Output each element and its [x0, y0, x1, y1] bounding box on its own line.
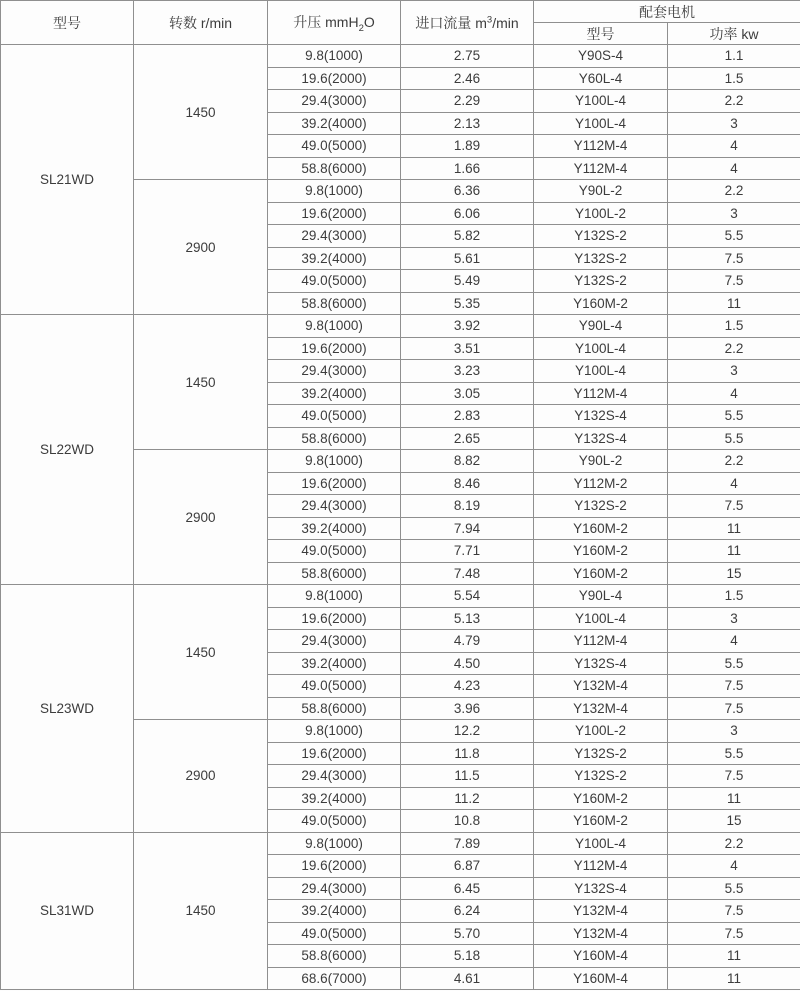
motor-power-cell: 11: [668, 787, 800, 810]
pressure-cell: 39.2(4000): [268, 247, 401, 270]
flow-cell: 11.2: [401, 787, 534, 810]
pressure-cell: 49.0(5000): [268, 922, 401, 945]
pressure-cell: 19.6(2000): [268, 607, 401, 630]
motor-model-cell: Y112M-4: [534, 135, 668, 158]
motor-power-cell: 1.5: [668, 585, 800, 608]
pressure-cell: 29.4(3000): [268, 877, 401, 900]
pressure-cell: 9.8(1000): [268, 180, 401, 203]
motor-model-cell: Y112M-2: [534, 472, 668, 495]
pressure-cell: 49.0(5000): [268, 810, 401, 833]
speed-cell: 1450: [134, 832, 268, 990]
speed-cell: 1450: [134, 315, 268, 450]
motor-model-cell: Y132S-2: [534, 225, 668, 248]
table-row: [1, 585, 800, 608]
motor-power-cell: 1.5: [668, 315, 800, 338]
motor-model-cell: Y132S-4: [534, 652, 668, 675]
motor-power-cell: 1.5: [668, 67, 800, 90]
motor-power-cell: 3: [668, 607, 800, 630]
flow-cell: 7.71: [401, 540, 534, 563]
flow-cell: 2.83: [401, 405, 534, 428]
motor-power-cell: 11: [668, 292, 800, 315]
header-row-1: [1, 1, 800, 23]
pressure-cell: 39.2(4000): [268, 787, 401, 810]
flow-cell: 7.48: [401, 562, 534, 585]
motor-power-cell: 7.5: [668, 765, 800, 788]
flow-cell: 8.19: [401, 495, 534, 518]
motor-power-cell: 2.2: [668, 337, 800, 360]
pressure-cell: 19.6(2000): [268, 202, 401, 225]
motor-power-cell: 11: [668, 517, 800, 540]
motor-power-cell: 15: [668, 810, 800, 833]
header-pressure-subscript: 2: [358, 22, 364, 34]
motor-model-cell: Y132M-4: [534, 697, 668, 720]
flow-cell: 2.46: [401, 67, 534, 90]
speed-cell: 2900: [134, 450, 268, 585]
motor-model-cell: Y160M-2: [534, 517, 668, 540]
flow-cell: 8.82: [401, 450, 534, 473]
flow-cell: 3.51: [401, 337, 534, 360]
motor-power-cell: 4: [668, 382, 800, 405]
pressure-cell: 29.4(3000): [268, 765, 401, 788]
header-pressure-unit-end: O: [363, 13, 375, 30]
flow-cell: 4.79: [401, 630, 534, 653]
motor-model-cell: Y132M-4: [534, 900, 668, 923]
motor-model-cell: Y112M-4: [534, 382, 668, 405]
flow-cell: 4.61: [401, 967, 534, 990]
motor-power-cell: 15: [668, 562, 800, 585]
pressure-cell: 19.6(2000): [268, 67, 401, 90]
table-row: [1, 315, 800, 338]
motor-power-cell: 2.2: [668, 832, 800, 855]
pressure-cell: 39.2(4000): [268, 517, 401, 540]
motor-model-cell: Y132S-2: [534, 495, 668, 518]
motor-power-cell: 5.5: [668, 652, 800, 675]
flow-cell: 6.45: [401, 877, 534, 900]
table-row: [1, 45, 800, 68]
motor-model-cell: Y112M-4: [534, 855, 668, 878]
pressure-cell: 9.8(1000): [268, 450, 401, 473]
flow-cell: 5.13: [401, 607, 534, 630]
header-motor-model: 型号: [534, 23, 668, 45]
motor-model-cell: Y112M-4: [534, 630, 668, 653]
motor-power-cell: 11: [668, 540, 800, 563]
motor-model-cell: Y60L-4: [534, 67, 668, 90]
pressure-cell: 29.4(3000): [268, 360, 401, 383]
flow-cell: 2.29: [401, 90, 534, 113]
model-cell: SL31WD: [1, 832, 134, 990]
pressure-cell: 58.8(6000): [268, 562, 401, 585]
motor-power-cell: 2.2: [668, 90, 800, 113]
flow-cell: 6.36: [401, 180, 534, 203]
header-flow-text: 进口流量 m: [415, 14, 487, 31]
motor-power-cell: 4: [668, 472, 800, 495]
motor-power-cell: 5.5: [668, 427, 800, 450]
header-pressure-text: 升压 mmH: [293, 13, 359, 30]
motor-power-cell: 4: [668, 855, 800, 878]
header-speed: 转数 r/min: [134, 1, 268, 45]
motor-power-cell: 3: [668, 360, 800, 383]
motor-model-cell: Y160M-2: [534, 810, 668, 833]
motor-model-cell: Y100L-4: [534, 90, 668, 113]
motor-model-cell: Y100L-4: [534, 832, 668, 855]
flow-cell: 3.96: [401, 697, 534, 720]
pressure-cell: 19.6(2000): [268, 337, 401, 360]
flow-cell: 5.61: [401, 247, 534, 270]
speed-cell: 2900: [134, 180, 268, 315]
motor-power-cell: 7.5: [668, 270, 800, 293]
header-pressure: [268, 1, 401, 45]
pressure-cell: 58.8(6000): [268, 427, 401, 450]
motor-model-cell: Y132S-4: [534, 427, 668, 450]
motor-model-cell: Y90L-2: [534, 180, 668, 203]
header-flow-unit-end: /min: [492, 14, 519, 31]
motor-power-cell: 7.5: [668, 900, 800, 923]
flow-cell: 11.5: [401, 765, 534, 788]
pressure-cell: 19.6(2000): [268, 742, 401, 765]
motor-model-cell: Y100L-4: [534, 112, 668, 135]
flow-cell: 3.05: [401, 382, 534, 405]
flow-cell: 8.46: [401, 472, 534, 495]
pressure-cell: 49.0(5000): [268, 135, 401, 158]
motor-model-cell: Y132M-4: [534, 675, 668, 698]
motor-power-cell: 4: [668, 157, 800, 180]
motor-model-cell: Y90L-4: [534, 585, 668, 608]
table-header: [1, 1, 800, 45]
motor-model-cell: Y132S-2: [534, 270, 668, 293]
flow-cell: 2.65: [401, 427, 534, 450]
pressure-cell: 58.8(6000): [268, 697, 401, 720]
motor-model-cell: Y90L-2: [534, 450, 668, 473]
header-motor-group: 配套电机: [534, 1, 800, 23]
flow-cell: 6.06: [401, 202, 534, 225]
pressure-cell: 19.6(2000): [268, 472, 401, 495]
motor-model-cell: Y132S-4: [534, 405, 668, 428]
pressure-cell: 9.8(1000): [268, 585, 401, 608]
flow-cell: 5.49: [401, 270, 534, 293]
motor-power-cell: 2.2: [668, 180, 800, 203]
pressure-cell: 19.6(2000): [268, 855, 401, 878]
motor-model-cell: Y132S-4: [534, 877, 668, 900]
pressure-cell: 29.4(3000): [268, 225, 401, 248]
pressure-cell: 68.6(7000): [268, 967, 401, 990]
motor-power-cell: 11: [668, 967, 800, 990]
motor-power-cell: 5.5: [668, 405, 800, 428]
speed-cell: 1450: [134, 585, 268, 720]
pressure-cell: 29.4(3000): [268, 90, 401, 113]
table-body: [1, 45, 800, 990]
flow-cell: 7.89: [401, 832, 534, 855]
flow-cell: 10.8: [401, 810, 534, 833]
motor-model-cell: Y112M-4: [534, 157, 668, 180]
motor-model-cell: Y160M-2: [534, 292, 668, 315]
motor-model-cell: Y160M-2: [534, 562, 668, 585]
motor-model-cell: Y90L-4: [534, 315, 668, 338]
motor-power-cell: 5.5: [668, 742, 800, 765]
motor-power-cell: 5.5: [668, 225, 800, 248]
motor-power-cell: 7.5: [668, 697, 800, 720]
model-cell: SL22WD: [1, 315, 134, 585]
motor-model-cell: Y132S-2: [534, 742, 668, 765]
flow-cell: 3.92: [401, 315, 534, 338]
flow-cell: 5.70: [401, 922, 534, 945]
speed-cell: 2900: [134, 720, 268, 833]
motor-model-cell: Y132S-2: [534, 765, 668, 788]
pressure-cell: 39.2(4000): [268, 382, 401, 405]
pressure-cell: 49.0(5000): [268, 270, 401, 293]
model-cell: SL23WD: [1, 585, 134, 833]
motor-model-cell: Y160M-4: [534, 945, 668, 968]
flow-cell: 1.89: [401, 135, 534, 158]
motor-power-cell: 3: [668, 720, 800, 743]
pressure-cell: 58.8(6000): [268, 945, 401, 968]
pressure-cell: 49.0(5000): [268, 540, 401, 563]
flow-cell: 5.82: [401, 225, 534, 248]
flow-cell: 2.13: [401, 112, 534, 135]
motor-model-cell: Y160M-2: [534, 540, 668, 563]
flow-cell: 1.66: [401, 157, 534, 180]
motor-model-cell: Y100L-4: [534, 607, 668, 630]
pressure-cell: 9.8(1000): [268, 832, 401, 855]
motor-model-cell: Y100L-2: [534, 202, 668, 225]
flow-cell: 12.2: [401, 720, 534, 743]
pressure-cell: 29.4(3000): [268, 630, 401, 653]
pressure-cell: 9.8(1000): [268, 45, 401, 68]
motor-power-cell: 3: [668, 202, 800, 225]
motor-model-cell: Y100L-4: [534, 337, 668, 360]
header-model: 型号: [1, 1, 134, 45]
pressure-cell: 39.2(4000): [268, 900, 401, 923]
flow-cell: 5.35: [401, 292, 534, 315]
motor-power-cell: 4: [668, 630, 800, 653]
motor-model-cell: Y160M-2: [534, 787, 668, 810]
motor-model-cell: Y90S-4: [534, 45, 668, 68]
motor-power-cell: 5.5: [668, 877, 800, 900]
speed-cell: 1450: [134, 45, 268, 180]
pressure-cell: 29.4(3000): [268, 495, 401, 518]
header-flow: [401, 1, 534, 45]
pressure-cell: 58.8(6000): [268, 292, 401, 315]
model-cell: SL21WD: [1, 45, 134, 315]
motor-model-cell: Y100L-4: [534, 360, 668, 383]
pressure-cell: 9.8(1000): [268, 720, 401, 743]
motor-power-cell: 1.1: [668, 45, 800, 68]
flow-cell: 3.23: [401, 360, 534, 383]
pressure-cell: 39.2(4000): [268, 112, 401, 135]
flow-cell: 6.87: [401, 855, 534, 878]
flow-cell: 7.94: [401, 517, 534, 540]
pressure-cell: 9.8(1000): [268, 315, 401, 338]
flow-cell: 4.50: [401, 652, 534, 675]
flow-cell: 2.75: [401, 45, 534, 68]
pressure-cell: 49.0(5000): [268, 405, 401, 428]
motor-power-cell: 11: [668, 945, 800, 968]
motor-model-cell: Y132S-2: [534, 247, 668, 270]
header-motor-power: 功率 kw: [668, 23, 800, 45]
motor-power-cell: 4: [668, 135, 800, 158]
motor-power-cell: 7.5: [668, 495, 800, 518]
motor-model-cell: Y160M-4: [534, 967, 668, 990]
flow-cell: 11.8: [401, 742, 534, 765]
table-row: [1, 832, 800, 855]
pressure-cell: 49.0(5000): [268, 675, 401, 698]
motor-model-cell: Y100L-2: [534, 720, 668, 743]
motor-model-cell: Y132M-4: [534, 922, 668, 945]
motor-power-cell: 7.5: [668, 675, 800, 698]
motor-power-cell: 7.5: [668, 247, 800, 270]
header-flow-superscript: 3: [486, 13, 493, 25]
motor-power-cell: 2.2: [668, 450, 800, 473]
flow-cell: 5.54: [401, 585, 534, 608]
flow-cell: 6.24: [401, 900, 534, 923]
flow-cell: 4.23: [401, 675, 534, 698]
pressure-cell: 39.2(4000): [268, 652, 401, 675]
pressure-cell: 58.8(6000): [268, 157, 401, 180]
motor-power-cell: 3: [668, 112, 800, 135]
motor-power-cell: 7.5: [668, 922, 800, 945]
flow-cell: 5.18: [401, 945, 534, 968]
